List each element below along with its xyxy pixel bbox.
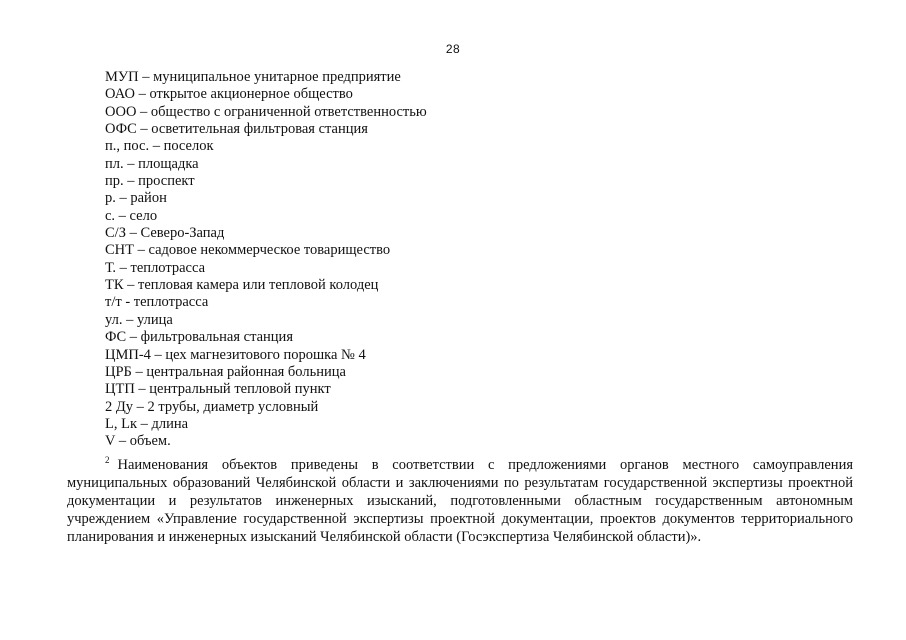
page-number: 28 [445, 42, 461, 56]
abbreviation-item: т/т - теплотрасса [105, 294, 209, 311]
abbreviation-item: пр. – проспект [105, 173, 195, 190]
footnote [67, 451, 853, 546]
abbreviation-item: ФС – фильтровальная станция [105, 329, 293, 346]
footnote-marker: 2 [105, 455, 110, 465]
abbreviation-item: р. – район [105, 190, 167, 207]
abbreviation-item: L, Lк – длина [105, 415, 189, 432]
abbreviation-item: Т. – теплотрасса [105, 259, 206, 276]
abbreviation-item: ЦРБ – центральная районная больница [105, 363, 346, 380]
abbreviation-item: ЦМП-4 – цех магнезитового порошка № 4 [105, 346, 366, 363]
abbreviation-item: ул. – улица [105, 311, 173, 328]
abbreviation-item: МУП – муниципальное унитарное предприятие [105, 69, 401, 85]
abbreviation-list [105, 69, 427, 451]
abbreviation-item: с. – село [105, 207, 158, 224]
abbreviation-item: ООО – общество с ограниченной ответственностью [105, 103, 427, 120]
abbreviation-item: СНТ – садовое некоммерческое товарищество [105, 242, 391, 259]
footnote-text: Наименования объектов приведены в соответствии с предложениями органов местного самоуправления муниципальных образований Челябинской области и заключениями по результатам государственной экспертизы проектной документации и результатов инженерных изысканий, подготовленными областным государственным автономным учреждением «Управление государственной экспертизы проектной документации, проектов документов территориального планирования и инженерных изысканий Челябинской области (Госэкспертиза Челябинской области)». [67, 457, 853, 545]
abbreviation-item: V – объем. [105, 433, 171, 450]
abbreviation-item: ОАО – открытое акционерное общество [105, 86, 353, 103]
abbreviation-item: С/З – Северо-Запад [105, 225, 225, 242]
abbreviation-item: пл. – площадка [105, 155, 199, 172]
abbreviation-item: ОФС – осветительная фильтровая станция [105, 121, 368, 138]
abbreviation-item: ЦТП – центральный тепловой пункт [105, 381, 331, 398]
abbreviation-item: ТК – тепловая камера или тепловой колодец [105, 277, 379, 294]
abbreviation-item: 2 Ду – 2 трубы, диаметр условный [105, 398, 319, 415]
abbreviation-item: п., пос. – поселок [105, 138, 214, 155]
